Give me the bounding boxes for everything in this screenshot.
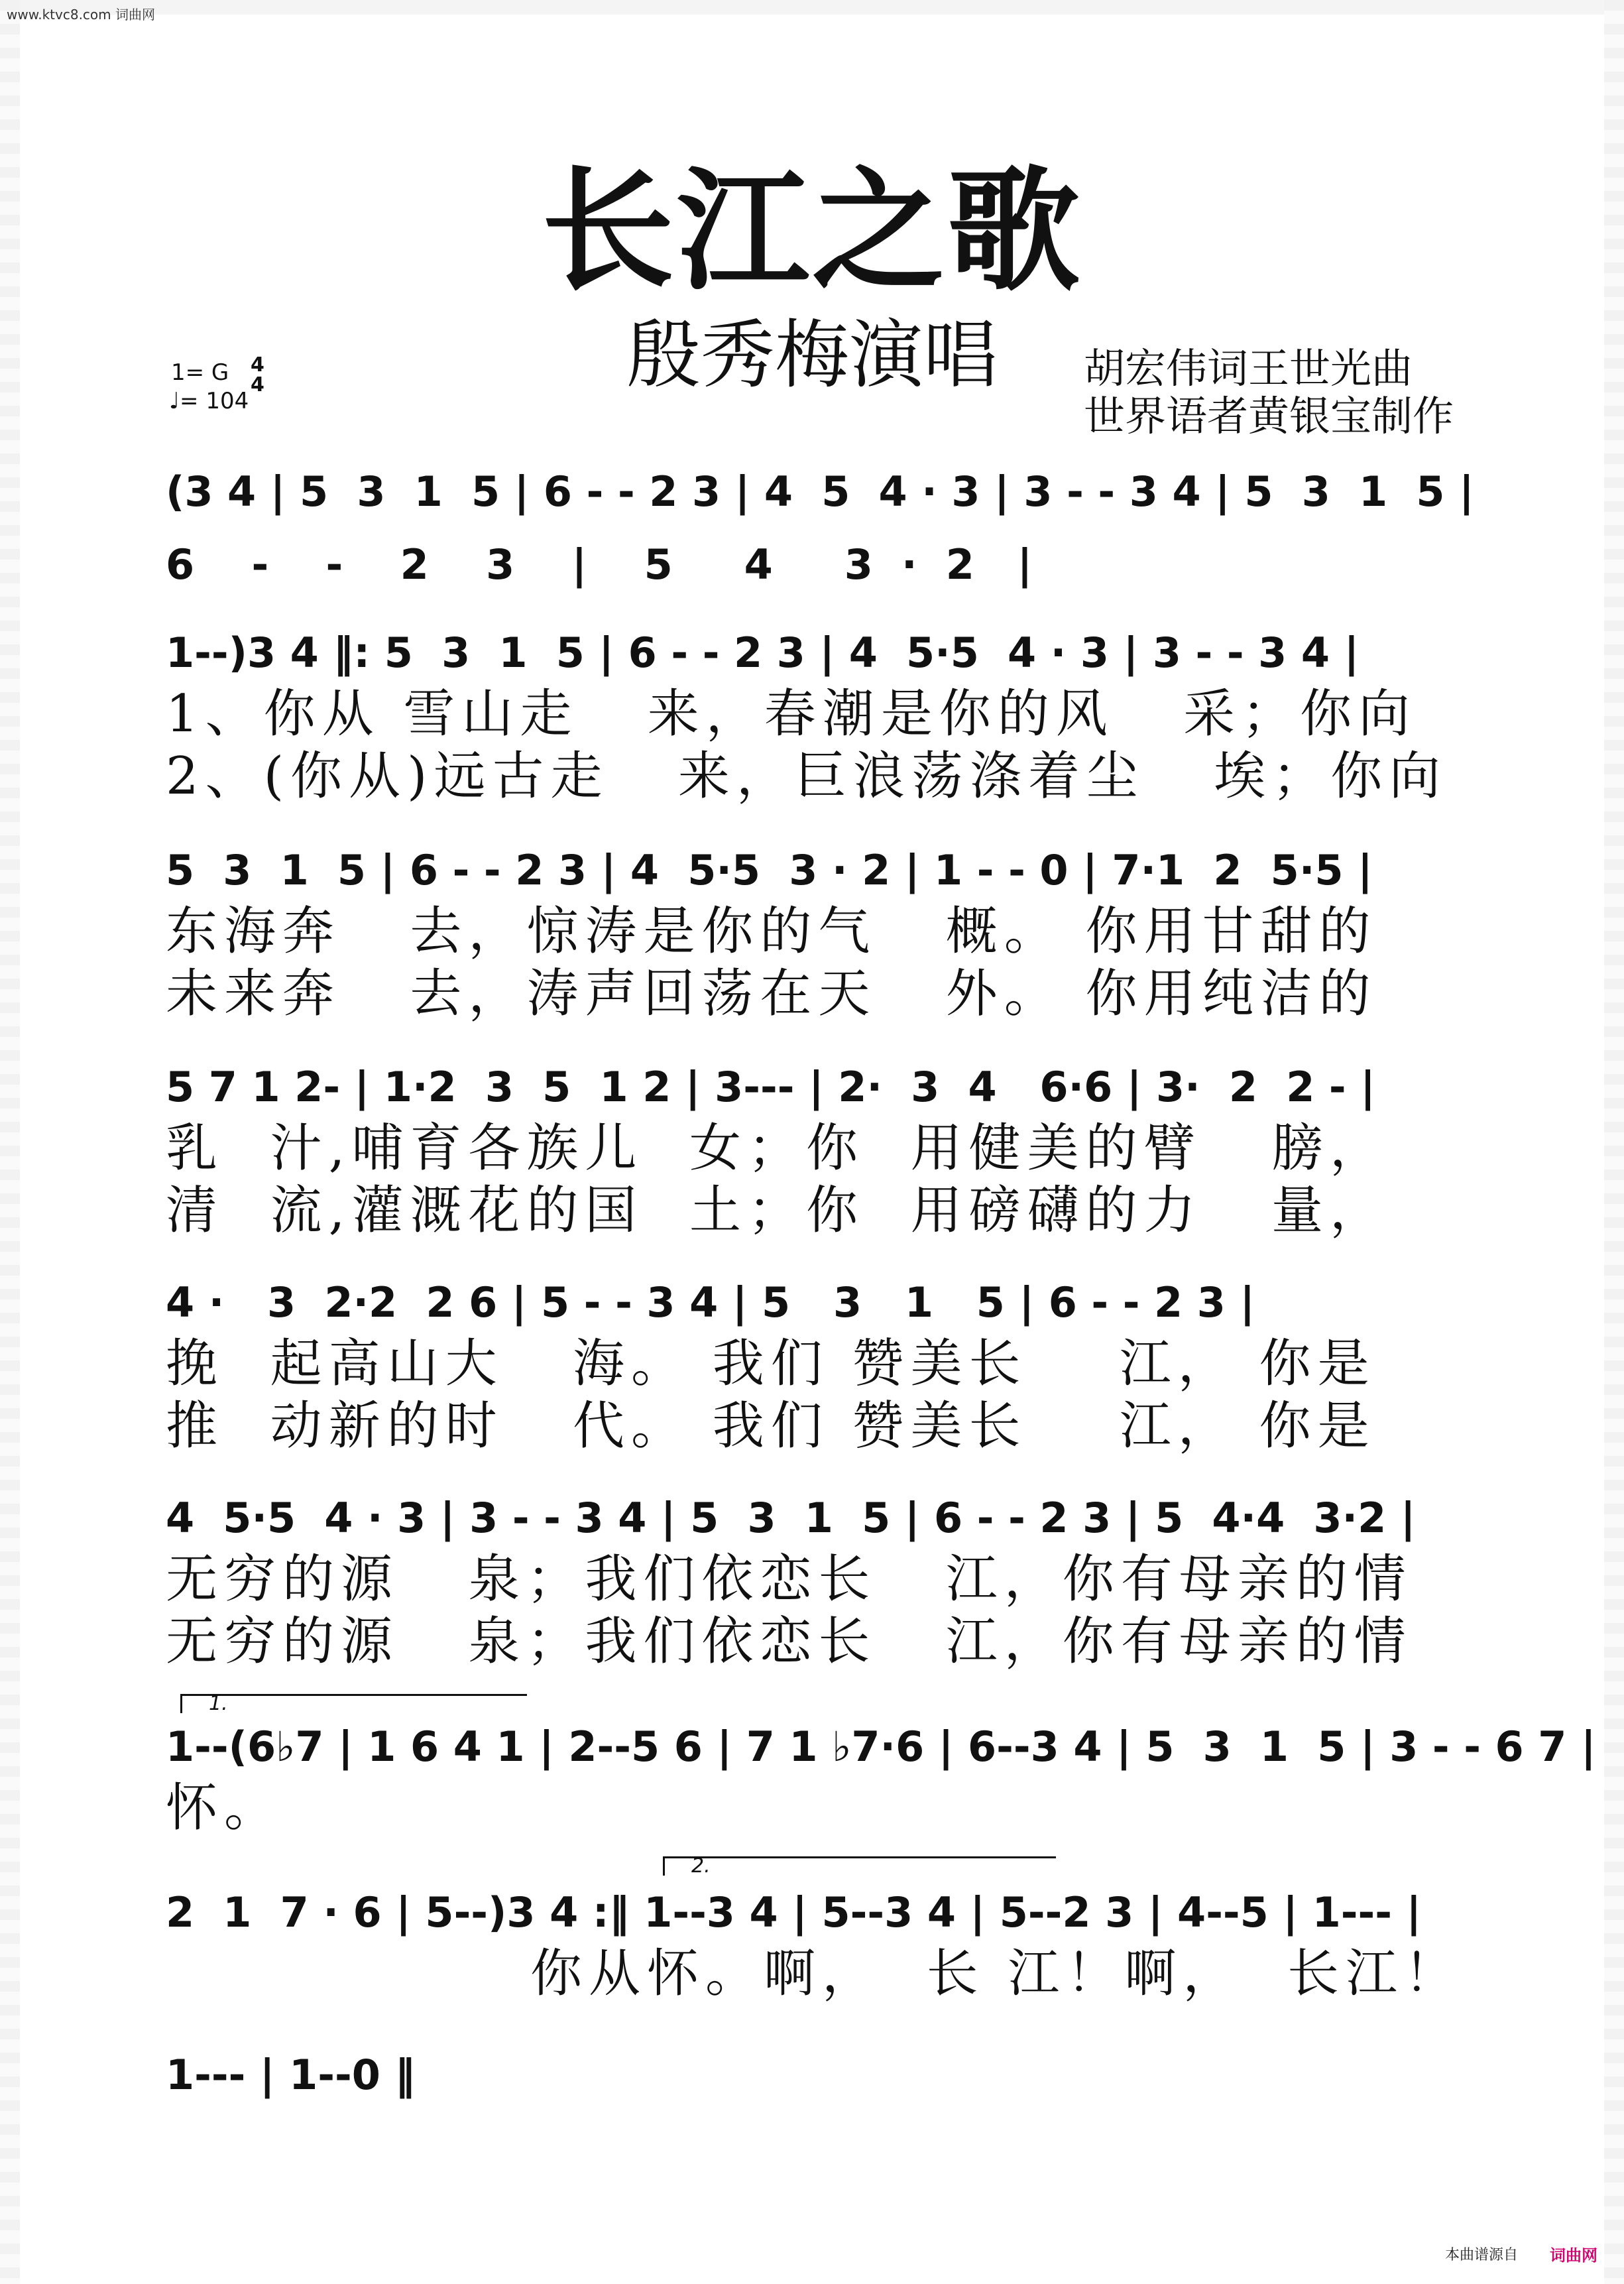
lyric-verse1-line3: 乳 汁,哺育各族儿 女；你 用健美的臂 膀， — [166, 1118, 1388, 1178]
volta-bracket-1 — [180, 1694, 527, 1713]
lyric-verse1-line4: 挽 起高山大 海。 我们 赞美长 江， 你是 — [166, 1334, 1376, 1394]
lyric-verse2-line5: 无穷的源 泉；我们依恋长 江，你有母亲的情 — [166, 1612, 1413, 1671]
lyric-verse1-line1: 1、你从 雪山走 来，春潮是你的风 采；你向 — [166, 684, 1417, 744]
notation-line-7: 4 5·5 4 · 3 | 3 - - 3 4 | 5 3 1 5 | 6 - - 2 3 | 5 4·4 3·2 | — [166, 1494, 1416, 1542]
lyric-verse2-line2: 未来奔 去，涛声回荡在天 外。 你用纯洁的 — [166, 964, 1377, 1024]
song-subtitle: 殷秀梅演唱 — [626, 312, 998, 398]
lyric-verse1-line2: 东海奔 去，惊涛是你的气 概。 你用甘甜的 — [166, 902, 1377, 961]
lyric-verse2-line1: 2、(你从)远古走 来，巨浪荡涤着尘 埃；你向 — [166, 747, 1448, 806]
notation-line-4: 5 3 1 5 | 6 - - 2 3 | 4 5·5 3 · 2 | 1 - - 0 | 7·1 2 5·5 | — [166, 846, 1373, 894]
site-url[interactable]: www.ktvc8.com 词曲网 — [7, 7, 156, 23]
credits — [1084, 345, 1454, 440]
notation-line-9: 2 1 7 · 6 | 5--)3 4 :‖ 1--3 4 | 5--3 4 | 5--2 3 | 4--5 | 1--- | — [166, 1888, 1422, 1937]
credit-line-1: 胡宏伟词王世光曲 — [1084, 344, 1413, 392]
lyric-verse2-line4: 推 动新的时 代。 我们 赞美长 江， 你是 — [166, 1396, 1376, 1456]
footer-logo[interactable]: 词曲网 — [1550, 2246, 1597, 2265]
time-bottom: 4 — [251, 373, 264, 396]
tempo-marking: ♩= 104 — [169, 388, 249, 414]
lyric-line-9: 你从怀。啊， 长 江！啊， 长江！ — [530, 1944, 1462, 2004]
volta-number-2: 2. — [691, 1854, 711, 1878]
notation-line-8: 1--(6♭7 | 1 6 4 1 | 2--5 6 | 7 1 ♭7·6 | 6--3 4 | 5 3 1 5 | 3 - - 6 7 | — [166, 1722, 1596, 1771]
credit-line-2: 世界语者黄银宝制作 — [1084, 392, 1454, 440]
key-signature: 1= G — [171, 359, 229, 386]
lyric-verse1-line5: 无穷的源 泉；我们依恋长 江，你有母亲的情 — [166, 1549, 1413, 1609]
song-title: 长江之歌 — [541, 154, 1082, 309]
lyric-line-8: 怀。 — [166, 1778, 283, 1838]
time-signature — [251, 355, 264, 395]
notation-line-5: 5 7 1 2- | 1·2 3 5 1 2 | 3--- | 2· 3 4 6·6 | 3· 2 2 - | — [166, 1063, 1375, 1111]
notation-line-10: 1--- | 1--0 ‖ — [166, 2051, 416, 2099]
notation-line-6: 4 · 3 2·2 2 6 | 5 - - 3 4 | 5 3 1 5 | 6 - - 2 3 | — [166, 1278, 1255, 1327]
lyric-verse2-line3: 清 流,灌溉花的国 土；你 用磅礴的力 量， — [166, 1181, 1388, 1240]
time-top: 4 — [251, 353, 264, 377]
volta-bracket-2 — [663, 1856, 1056, 1876]
notation-line-2: 6 - - 2 3 | 5 4 3 · 2 | — [166, 540, 1033, 589]
notation-line-1: (3 4 | 5 3 1 5 | 6 - - 2 3 | 4 5 4 · 3 | 3 - - 3 4 | 5 3 1 5 | — [166, 467, 1474, 516]
notation-line-3: 1--)3 4 ‖: 5 3 1 5 | 6 - - 2 3 | 4 5·5 4 · 3 | 3 - - 3 4 | — [166, 629, 1360, 677]
page-top-strip — [0, 0, 1624, 15]
footer-source-note: 本曲谱源自 — [1444, 2247, 1518, 2263]
volta-number-1: 1. — [209, 1692, 228, 1715]
